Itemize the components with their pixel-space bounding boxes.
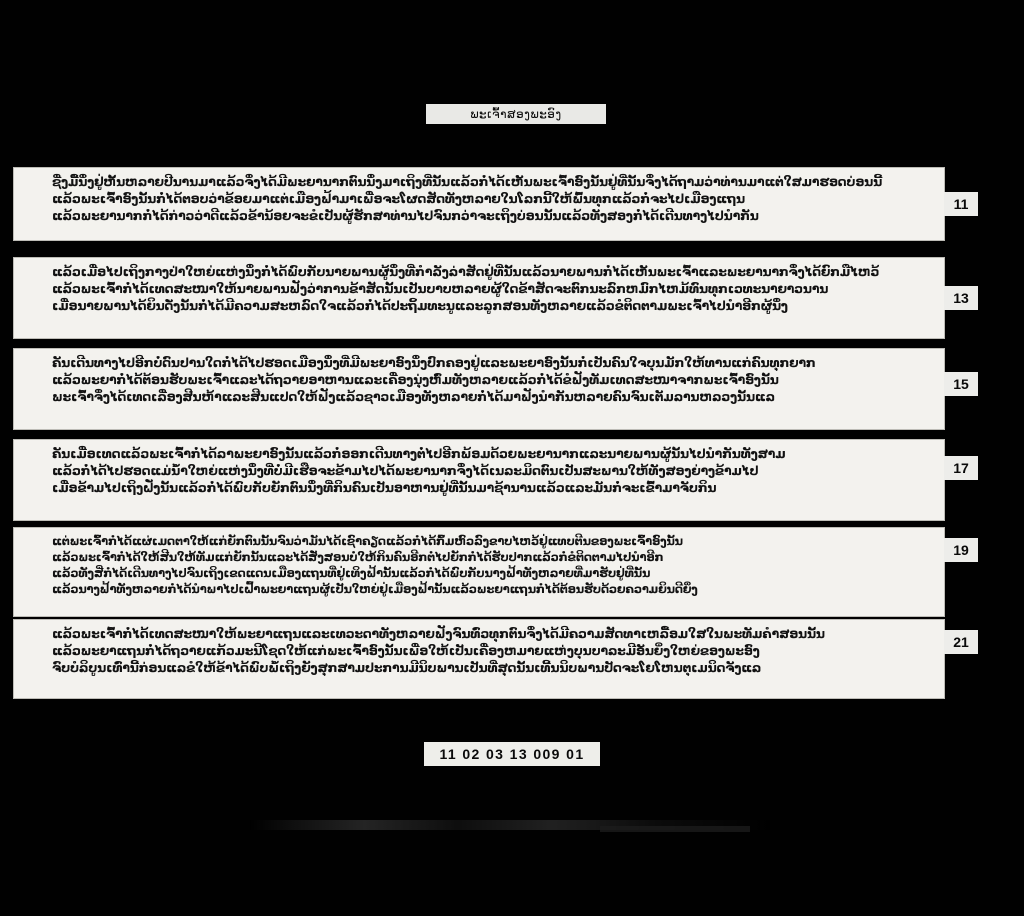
folio-line: ແຕ່​ພະ​ເຈົ້າ​ກໍ່​ໄດ້​ແຜ່​ເມດຕາ​ໃຫ້​ແກ່​ຍັກ​ຕົນ​ນັ້ນ​ຈົນ​ວ່າ​ມັນ​ໄດ້​ເຊົາ​ຄຽດ​ແລ້ວ​ກໍ່​ໄດ້​ກົ້ມ​ຫົວ​ລົງ​ຂາບ​ໄຫວ້​ຢູ່​ແທບ​ຕີນ​ຂອງ​ພະ​ເຈົ້າ​ອົງ​ນັ້ນ	[52, 534, 683, 548]
folio-line: ແລ້ວ​ພະ​ເຈົ້າ​ອົງ​ນັ້ນ​ກໍ່​ໄດ້​ຕອບ​ວ່າ​ຂ້ອຍ​ມາ​ແຕ່​ເມືອງ​ຟ້າ​ມາ​ເພື່ອ​ຈະ​ໂຜດ​ສັດ​ທັງ​ຫລາຍ​ໃນ​ໂລກ​ນີ້​ໃຫ້​ພົ້ນ​ທຸກ​ແລ້ວ​ກໍ່​ຈະ​ໄປ​ເມືອງ​ແຖນ	[52, 191, 745, 206]
palm-leaf-folio	[14, 349, 944, 429]
folio-line: ແລ້ວ​ເມື່ອ​ໄປ​ເຖິງ​ກາງ​ປ່າ​ໃຫຍ່​ແຫ່ງ​ນຶ່ງ​ກໍ່​ໄດ້​ພົບ​ກັບ​ນາຍ​ພານ​ຜູ້​ນຶ່ງ​ທີ່​ກຳລັງ​ລ່າ​ສັດ​ຢູ່​ທີ່​ນັ້ນ​ແລ້ວ​ນາຍ​ພານ​ກໍ່​ໄດ້​ເຫັນ​ພະ​ເຈົ້າ​ແລະ​ພະຍາ​ນາກ​ຈຶ່ງ​ໄດ້​ຍົກ​ມື​ໄຫວ້	[52, 264, 880, 279]
folio-line: ແລ້ວ​ກໍ່​ໄດ້​ໄປ​ຮອດ​ແມ່ນ້ຳ​ໃຫຍ່​ແຫ່ງ​ນຶ່ງ​ທີ່​ບໍ່​ມີ​ເຮືອ​ຈະ​ຂ້າມ​ໄປ​ໄດ້​ພະຍາ​ນາກ​ຈຶ່ງ​ໄດ້​ເນລະມິດ​ຕົນ​ເປັນ​ສະພານ​ໃຫ້​ທັງ​ສອງ​ຍ່າງ​ຂ້າມ​ໄປ	[52, 463, 759, 478]
palm-leaf-folio	[14, 440, 944, 520]
page-number-label: 11	[944, 192, 978, 216]
folio-text-block	[14, 528, 944, 616]
page-number-label: 13	[944, 286, 978, 310]
background-light-streak-secondary	[600, 826, 750, 832]
page-number-label: 17	[944, 456, 978, 480]
page-number-label: 15	[944, 372, 978, 396]
catalog-number-label: 11 02 03 13 009 01	[424, 742, 600, 766]
folio-line: ແລ້ວ​ພະ​ເຈົ້າ​ກໍ່​ໄດ້​ເທດສະໜາ​ໃຫ້​ພະຍາ​ແຖນ​ແລະ​ເທວະດາ​ທັງ​ຫລາຍ​ຟັງ​ຈົນ​ທົ່ວ​ທຸກ​ຕົນ​ຈຶ່ງ​ໄດ້​ມີ​ຄວາມ​ສັດທາ​ເຫລື້ອມ​ໃສ​ໃນ​ພະ​ທັມ​ຄຳ​ສອນ​ນັ້ນ	[52, 626, 825, 641]
folio-line: ແລ້ວ​ນາງ​ຟ້າ​ທັງ​ຫລາຍ​ກໍ່​ໄດ້​ນຳ​ພາ​ໄປ​ເຝົ້າ​ພະຍາ​ແຖນ​ຜູ້​ເປັນ​ໃຫຍ່​ຢູ່​ເມືອງ​ຟ້າ​ນັ້ນ​ແລ້ວ​ພະຍາ​ແຖນ​ກໍ່​ໄດ້​ຕ້ອນຮັບ​ດ້ວຍ​ຄວາມ​ຍິນດີ​ຍິ່ງ	[52, 582, 698, 596]
palm-leaf-folio	[14, 168, 944, 240]
folio-line: ແລ້ວ​ພະ​ເຈົ້າ​ກໍ່​ໄດ້​ໃຫ້​ສີນ​ໃຫ້​ທັມ​ແກ່​ຍັກ​ນັ້ນ​ແລະ​ໄດ້​ສັ່ງ​ສອນ​ບໍ່​ໃຫ້​ກິນ​ຄົນ​ອີກ​ຕໍ່​ໄປ​ຍັກ​ກໍ່​ໄດ້​ຮັບ​ປາກ​ແລ້ວ​ກໍ່​ຂໍ​ຕິດຕາມ​ໄປ​ນຳ​ອີກ	[52, 550, 664, 564]
palm-leaf-folio	[14, 528, 944, 616]
folio-text-block	[14, 440, 944, 520]
palm-leaf-folio	[14, 620, 944, 698]
folio-line: ຄັນ​ເດີນທາງ​ໄປ​ອີກ​ບໍ່​ດົນ​ປານ​ໃດ​ກໍ່​ໄດ້​ໄປ​ຮອດ​ເມືອງ​ນຶ່ງ​ທີ່​ມີ​ພະຍາ​ອົງ​ນຶ່ງ​ປົກຄອງ​ຢູ່​ແລະ​ພະຍາ​ອົງ​ນັ້ນ​ກໍ່​ເປັນ​ຄົນ​ໃຈ​ບຸນ​ມັກ​ໃຫ້​ທານ​ແກ່​ຄົນ​ທຸກ​ຍາກ	[52, 355, 816, 370]
folio-line: ຈົບ​ບໍລິບູນ​ເທົ່ານີ້​ກ່ອນ​ແລ​ຂໍ​ໃຫ້​ຂ້າ​ໄດ້​ພົບ​ພໍ້​ເຖິງ​ຍັງ​ສຸກ​ສາມ​ປະການ​ມີ​ນິບພານ​ເປັນ​ທີ່​ສຸດ​ນັ້ນ​ເທີ້ນ​ນິບພານ​ປັດຈະໂຍ​ໂຫນຕຸ​ເມ​ນິດ​ຈັງ​ແລ	[52, 660, 762, 675]
page-number-label: 19	[944, 538, 978, 562]
folio-line: ແລ້ວ​ພະ​ເຈົ້າ​ກໍ່​ໄດ້​ເທດສະໜາ​ໃຫ້​ນາຍ​ພານ​ຟັງ​ວ່າ​ການ​ຂ້າ​ສັດ​ນັ້ນ​ເປັນ​ບາບ​ຫລາຍ​ຜູ້​ໃດ​ຂ້າ​ສັດ​ຈະ​ຕົກ​ນະລົກ​ຫມົກ​ໄຫມ້​ທົນ​ທຸກ​ເວທະນາ​ຍາວ​ນານ	[52, 281, 829, 296]
manuscript-title-label: ພະເຈົ້າສອງພະອົງ	[426, 104, 606, 124]
folio-text-block	[14, 620, 944, 698]
folio-line: ແລ້ວ​ທັງ​ສີ່​ກໍ່​ໄດ້​ເດີນທາງ​ໄປ​ຈົນ​ເຖິງ​ເຂດ​ແດນ​ເມືອງ​ແຖນ​ທີ່​ຢູ່​ເທິງ​ຟ້າ​ນັ້ນ​ແລ້ວ​ກໍ່​ໄດ້​ພົບ​ກັບ​ນາງ​ຟ້າ​ທັງ​ຫລາຍ​ທີ່​ມາ​ຮັບ​ຢູ່​ທີ່​ນັ້ນ	[52, 566, 651, 580]
folio-text-block	[14, 258, 944, 338]
folio-line: ຄັນ​ເມື່ອ​ເທດ​ແລ້ວ​ພະ​ເຈົ້າ​ກໍ່​ໄດ້​ລາ​ພະຍາ​ອົງ​ນັ້ນ​ແລ້ວ​ກໍ່​ອອກ​ເດີນທາງ​ຕໍ່​ໄປ​ອີກ​ພ້ອມ​ດ້ວຍ​ພະຍາ​ນາກ​ແລະ​ນາຍ​ພານ​ຜູ້​ນັ້ນ​ໄປ​ນຳ​ກັນ​ທັງ​ສາມ	[52, 446, 786, 461]
folio-line: ເມື່ອ​ນາຍ​ພານ​ໄດ້​ຍິນ​ດັ່ງ​ນັ້ນ​ກໍ່​ໄດ້​ມີ​ຄວາມ​ສະຫລົດ​ໃຈ​ແລ້ວ​ກໍ່​ໄດ້​ປະ​ຖິ້ມ​ທະນູ​ແລະ​ລູກ​ສອນ​ທັງ​ຫລາຍ​ແລ້ວ​ຂໍ​ຕິດຕາມ​ພະ​ເຈົ້າ​ໄປ​ນຳ​ອີກ​ຜູ້​ນຶ່ງ	[52, 298, 788, 313]
page-number-label: 21	[944, 630, 978, 654]
folio-line: ເມື່ອ​ຂ້າມ​ໄປ​ເຖິງ​ຝັ່ງ​ນັ້ນ​ແລ້ວ​ກໍ່​ໄດ້​ພົບ​ກັບ​ຍັກ​ຕົນ​ນຶ່ງ​ທີ່​ກິນ​ຄົນ​ເປັນ​ອາຫານ​ຢູ່​ທີ່​ນັ້ນ​ມາ​ຊ້ານານ​ແລ້ວ​ແລະ​ມັນ​ກໍ່​ຈະ​ເຂົ້າ​ມາ​ຈັບ​ກິນ	[52, 480, 717, 495]
folio-line: ແລ້ວ​ພະຍາ​ນາກ​ກໍ່​ໄດ້​ກ່າວ​ວ່າ​ດີ​ແລ້ວ​ຂ້ານ້ອຍ​ຈະ​ຂໍ​ເປັນ​ຜູ້​ຮັກສາ​ທ່ານ​ໄປ​ຈົນ​ກວ່າ​ຈະ​ເຖິງ​ບ່ອນ​ນັ້ນ​ແລ້ວ​ທັງ​ສອງ​ກໍ່​ໄດ້​ເດີນທາງ​ໄປ​ນຳ​ກັນ	[52, 208, 759, 223]
folio-line: ແລ້ວ​ພະຍາ​ແຖນ​ກໍ່​ໄດ້​ຖວາຍ​ແກ້ວ​ມະນີ​ໂຊດ​ໃຫ້​ແກ່​ພະ​ເຈົ້າ​ອົງ​ນັ້ນ​ເພື່ອ​ໃຫ້​ເປັນ​ເຄື່ອງ​ຫມາຍ​ແຫ່ງ​ບຸນ​ບາລະມີ​ອັນ​ຍິ່ງ​ໃຫຍ່​ຂອງ​ພະ​ອົງ	[52, 643, 760, 658]
folio-line: ພະ​ເຈົ້າ​ຈຶ່ງ​ໄດ້​ເທດ​ເລື່ອງ​ສີນ​ຫ້າ​ແລະ​ສີນ​ແປດ​ໃຫ້​ຟັງ​ແລ້ວ​ຊາວ​ເມືອງ​ທັງ​ຫລາຍ​ກໍ່​ໄດ້​ມາ​ຟັງ​ນຳ​ກັນ​ຫລາຍ​ຄົນ​ຈົນ​ເຕັມ​ລານ​ຫລວງ​ນັ້ນ​ແລ	[52, 389, 775, 404]
folio-text-block	[14, 168, 944, 240]
palm-leaf-folio	[14, 258, 944, 338]
folio-text-block	[14, 349, 944, 429]
folio-line: ຊື່ງ​ມື້ນຶ່ງ​ຢູ່​ຫັ້ນ​ຫລາຍ​ປີ​ນານ​ມາ​ແລ້ວ​ຈຶ່ງ​ໄດ້​ມີ​ພະຍາ​ນາກ​ຕົນ​ນຶ່ງ​ມາ​ເຖິງ​ທີ່​ນັ້ນ​ແລ້ວ​ກໍ່​ໄດ້​ເຫັນ​ພະ​ເຈົ້າ​ອົງ​ນັ້ນ​ຢູ່​ທີ່​ນັ້ນ​ຈຶ່ງ​ໄດ້​ຖາມ​ວ່າ​ທ່ານ​ມາ​ແຕ່​ໃສ​ມາ​ຮອດ​ບ່ອນ​ນີ້	[52, 174, 883, 189]
folio-line: ແລ້ວ​ພະຍາ​ກໍ່​ໄດ້​ຕ້ອນຮັບ​ພະ​ເຈົ້າ​ແລະ​ໄດ້​ຖວາຍ​ອາຫານ​ແລະ​ເຄື່ອງ​ນຸ່ງ​ຫົ່ມ​ທັງ​ຫລາຍ​ແລ້ວ​ກໍ່​ໄດ້​ຂໍ​ຟັງ​ທັມ​ເທດສະໜາ​ຈາກ​ພະ​ເຈົ້າ​ອົງ​ນັ້ນ	[52, 372, 779, 387]
